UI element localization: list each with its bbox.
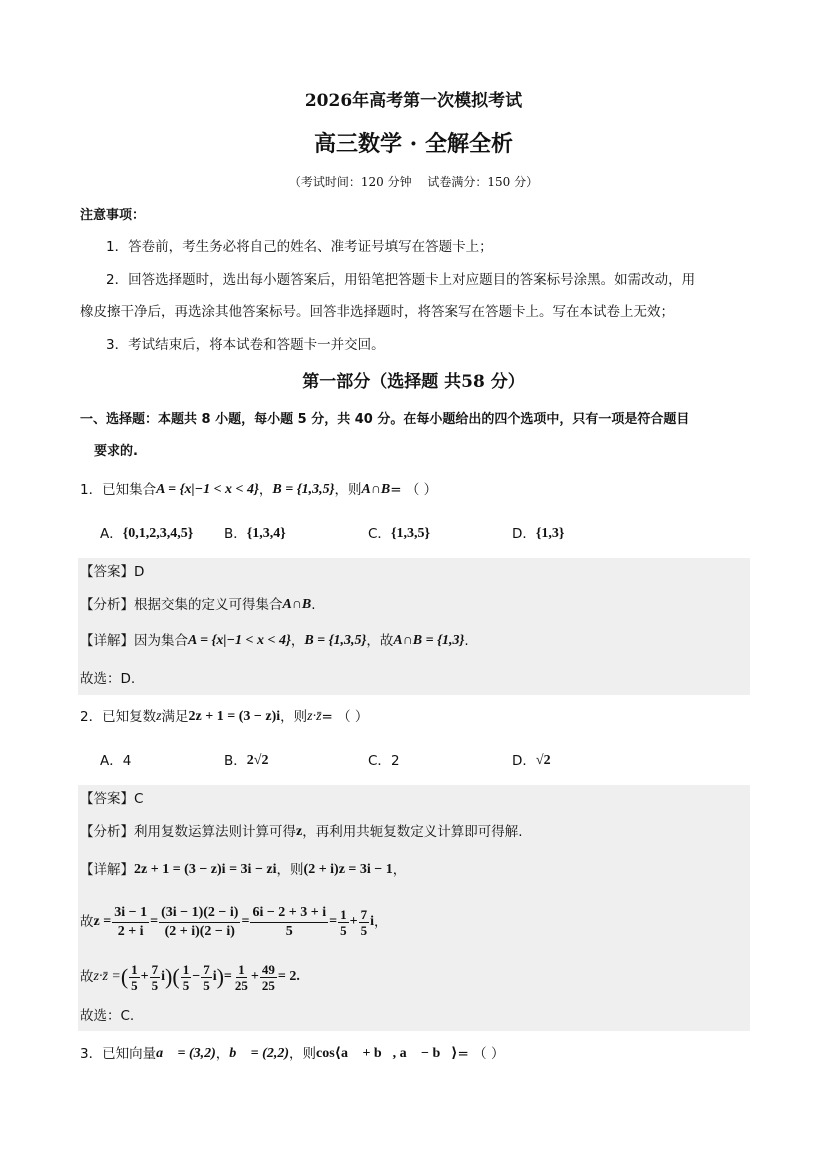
q1-option-a: A． {0,1,2,3,4,5}: [100, 526, 194, 542]
q2-option-b: B． 2√2: [224, 753, 269, 769]
section-heading-cont: 要求的.: [94, 444, 138, 459]
notice-item-2: 2．回答选择题时，选出每小题答案后，用铅笔把答题卡上对应题目的答案标号涂黑。如需改动，用: [106, 272, 696, 288]
q1-solution-panel: [78, 558, 750, 695]
q2-detail: 【详解】 2z + 1 = (3 − z)i = 3i − zi ，则 (2 + i)z = 3i − 1 ，: [80, 862, 407, 878]
q2-option-c: C． 2: [368, 753, 400, 769]
q1-option-d: D． {1,3}: [512, 526, 565, 542]
exam-info: （考试时间：120 分钟 试卷满分：150 分）: [288, 175, 539, 189]
q1-comma: ，: [258, 482, 273, 498]
section-heading: 一、选择题：本题共 8 小题，每小题 5 分，共 40 分。在每小题给出的四个选项中，只有一项是符合题目: [80, 412, 690, 427]
q1-detail: 【详解】 因为集合 A = {x|−1 < x < 4} ， B = {1,3,5} ，故 A∩B = {1,3} .: [80, 633, 469, 649]
part1-title: 第一部分（选择题 共58 分）: [302, 372, 525, 392]
q1-prefix: 1．已知集合: [80, 482, 157, 498]
q2-step-product: 故 z·z̄ = ( $\frac{1}{5}$ + $\frac{7}{5}$ i )( $\frac{1}{5}$ − $\frac{7}{5}$ i ) = $\frac{1}{25}$ + $\frac{49}{25}$ = 2.: [80, 961, 300, 993]
q2-analysis: 【分析】 利用复数运算法则计算可得 z ，再利用共轭复数定义计算即可得解.: [80, 824, 523, 840]
q2-option-d: D． √2: [512, 753, 551, 769]
notice-heading: 注意事项：: [80, 208, 146, 223]
q1-ask: A∩B: [361, 482, 391, 497]
notice-item-2-cont: 橡皮擦干净后，再选涂其他答案标号。回答非选择题时，将答案写在答题卡上。写在本试卷上无效；: [80, 304, 674, 320]
q2-option-a: A． 4: [100, 753, 132, 769]
notice-item-1: 1．答卷前，考生务必将自己的姓名、准考证号填写在答题卡上；: [106, 239, 493, 255]
q1-set-b: B = {1,3,5}: [272, 482, 335, 497]
q2-stem: 2．已知复数 z 满足 2z + 1 = (3 − z)i ，则 z·z̄ = （ ）: [80, 709, 369, 725]
q1-answer: 【答案】D: [80, 564, 145, 580]
q2-conclusion: 故选：C.: [80, 1008, 135, 1024]
notice-item-3: 3．考试结束后，将本试卷和答题卡一并交回。: [106, 337, 385, 353]
q2-step-z: 故 z = $\frac{3i - 1}{2 + i}$ = $\frac{(3i - 1)(2 - i)}{(2 + i)(2 - i)}$ = $\frac{6i - 2 + 3 + i}{5}$ = $\frac{1}{5}$ + $\frac{7}{5}$ i ，: [80, 904, 388, 939]
q1-stem: [80, 480, 437, 500]
q1-option-b: B． {1,3,4}: [224, 526, 286, 542]
q1-then: ，则: [334, 482, 362, 498]
q3-stem: 3．已知向量 a⃗ = (3,2) ， b⃗ = (2,2) ，则 cos⟨a⃗ + b⃗, a⃗ − b⃗⟩ = （ ）: [80, 1046, 505, 1062]
subject-title: 高三数学 · 全解全析: [314, 131, 513, 157]
q1-set-a: A = {x|−1 < x < 4}: [156, 482, 259, 497]
q1-conclusion: 故选：D.: [80, 671, 136, 687]
q1-analysis: 【分析】 根据交集的定义可得集合 A∩B .: [80, 597, 316, 613]
exam-title: 2026年高考第一次模拟考试: [304, 91, 523, 111]
q2-answer: 【答案】C: [80, 791, 144, 807]
q1-option-c: C． {1,3,5}: [368, 526, 430, 542]
q1-blank: = （ ）: [390, 482, 438, 498]
